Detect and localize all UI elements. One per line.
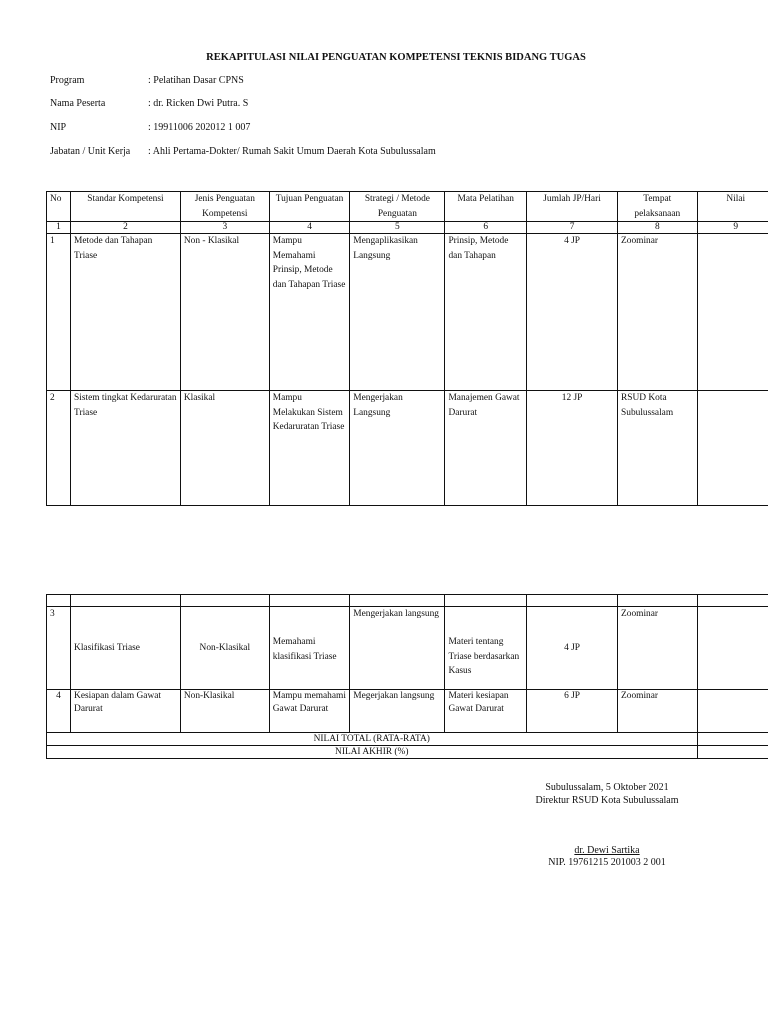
header-tujuan: Tujuan Penguatan	[269, 192, 350, 222]
header-standar: Standar Kompetensi	[71, 192, 181, 222]
signature-place-date: Subulussalam, 5 Oktober 2021	[545, 782, 669, 793]
cell-strategi: Mengerjakan langsung	[350, 607, 445, 690]
info-value: : 19911006 202012 1 007	[148, 122, 251, 133]
info-label: NIP	[50, 122, 67, 133]
cell-tujuan: Mampu Memahami Prinsip, Metode dan Tahapan Triase	[269, 234, 350, 391]
info-value: : Ahli Pertama-Dokter/ Rumah Sakit Umum Daerah Kota Subulussalam	[148, 146, 436, 157]
cell-tempat: Zoominar	[618, 607, 697, 690]
competency-table	[46, 191, 768, 506]
table-row	[47, 391, 768, 506]
table-row	[47, 234, 768, 391]
cell-jenis: Non-Klasikal	[180, 607, 269, 690]
signature-position: Direktur RSUD Kota Subulussalam	[535, 795, 679, 806]
info-nip	[50, 122, 250, 133]
final-label: NILAI AKHIR (%)	[47, 746, 698, 759]
document-title: REKAPITULASI NILAI PENGUATAN KOMPETENSI TEKNIS BIDANG TUGAS	[206, 52, 586, 63]
header-mata: Mata Pelatihan	[445, 192, 527, 222]
header-strategi: Strategi / Metode Penguatan	[350, 192, 445, 222]
header-nilai: Nilai	[697, 192, 768, 222]
cell-mata: Prinsip, Metode dan Tahapan	[445, 234, 527, 391]
cell-nilai	[697, 690, 768, 733]
header-row	[47, 192, 768, 222]
cell-mata: Materi tentang Triase berdasarkan Kasus	[445, 607, 527, 690]
final-row	[47, 746, 768, 759]
column-number-row	[47, 222, 768, 234]
col-number: 5	[350, 222, 445, 234]
cell-no: 4	[47, 690, 71, 733]
empty-row	[47, 595, 768, 607]
cell-standar: Klasifikasi Triase	[71, 607, 181, 690]
info-label: Nama Peserta	[50, 98, 106, 109]
cell-mata: Materi kesiapan Gawat Darurat	[445, 690, 527, 733]
total-value	[697, 733, 768, 746]
competency-table-continued	[46, 594, 768, 759]
info-label: Program	[50, 75, 85, 86]
cell-tujuan: Mampu Melakukan Sistem Kedaruratan Triase	[269, 391, 350, 506]
info-label: Jabatan / Unit Kerja	[50, 146, 131, 157]
cell-jp: 12 JP	[527, 391, 618, 506]
info-value: : dr. Ricken Dwi Putra. S	[148, 98, 249, 109]
col-number: 2	[71, 222, 181, 234]
cell-strategi: Mengerjakan Langsung	[350, 391, 445, 506]
cell-standar: Metode dan Tahapan Triase	[71, 234, 181, 391]
col-number: 9	[697, 222, 768, 234]
col-number: 7	[527, 222, 618, 234]
cell-strategi: Mengaplikasikan Langsung	[350, 234, 445, 391]
cell-nilai	[697, 391, 768, 506]
cell-jp: 4 JP	[527, 234, 618, 391]
signature-nip: NIP. 19761215 201003 2 001	[548, 857, 666, 868]
info-value: : Pelatihan Dasar CPNS	[148, 75, 244, 86]
cell-jenis: Non-Klasikal	[180, 690, 269, 733]
total-label: NILAI TOTAL (RATA-RATA)	[47, 733, 698, 746]
table-row	[47, 690, 768, 733]
header-jp: Jumlah JP/Hari	[527, 192, 618, 222]
cell-nilai	[697, 607, 768, 690]
header-tempat: Tempat pelaksanaan	[618, 192, 697, 222]
col-number: 8	[618, 222, 697, 234]
info-program	[50, 75, 244, 86]
cell-jp: 6 JP	[527, 690, 618, 733]
final-value	[697, 746, 768, 759]
header-no: No	[47, 192, 71, 222]
col-number: 6	[445, 222, 527, 234]
cell-nilai	[697, 234, 768, 391]
cell-tempat: Zoominar	[618, 234, 697, 391]
cell-no: 3	[47, 607, 71, 690]
col-number: 3	[180, 222, 269, 234]
cell-jenis: Klasikal	[180, 391, 269, 506]
cell-standar: Kesiapan dalam Gawat Darurat	[71, 690, 181, 733]
total-row	[47, 733, 768, 746]
cell-strategi: Megerjakan langsung	[350, 690, 445, 733]
col-number: 1	[47, 222, 71, 234]
cell-jp: 4 JP	[527, 607, 618, 690]
cell-mata: Manajemen Gawat Darurat	[445, 391, 527, 506]
cell-no: 2	[47, 391, 71, 506]
cell-tujuan: Mampu memahami Gawat Darurat	[269, 690, 350, 733]
signature-name: dr. Dewi Sartika	[574, 845, 640, 856]
info-jabatan	[50, 146, 436, 157]
cell-tempat: RSUD Kota Subulussalam	[618, 391, 697, 506]
table-row	[47, 607, 768, 690]
cell-standar: Sistem tingkat Kedaruratan Triase	[71, 391, 181, 506]
cell-tujuan: Memahami klasifikasi Triase	[269, 607, 350, 690]
cell-no: 1	[47, 234, 71, 391]
col-number: 4	[269, 222, 350, 234]
cell-tempat: Zoominar	[618, 690, 697, 733]
cell-jenis: Non - Klasikal	[180, 234, 269, 391]
info-nama-peserta	[50, 98, 248, 109]
header-jenis: Jenis Penguatan Kompetensi	[180, 192, 269, 222]
